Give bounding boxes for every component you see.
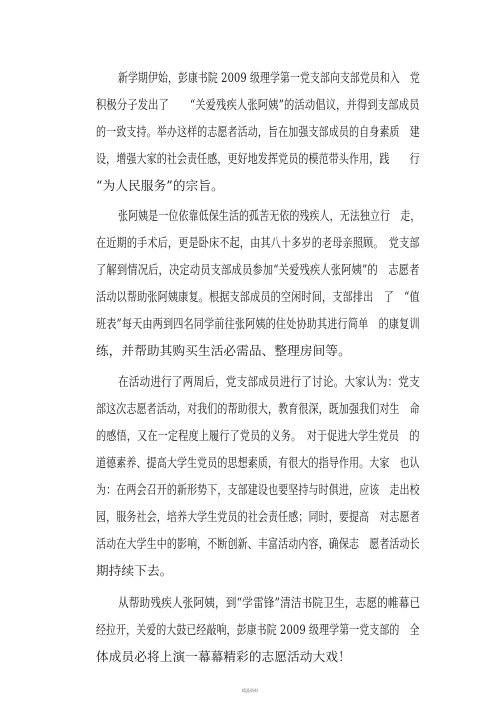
text-line: 在活动进行了两周后，党支部成员进行了讨论。大家认为：党支: [118, 374, 420, 389]
text-line: 经拉开，关爱的大鼓已经敲响，彭康书院 2009 级理学第一党支部的 全: [96, 622, 420, 637]
text-line: 活动在大学生中的影响，不断创新、丰富活动内容，确保志 愿者活动长: [96, 536, 420, 551]
text-line: 张阿姨是一位依靠低保生活的孤苦无依的残疾人，无法独立行 走，: [118, 208, 421, 223]
text-line: 期持续下去。: [96, 563, 173, 578]
text-line: 活动以帮助张阿姨康复。根据支部成员的空闲时间，支部排出 了 “值: [96, 289, 420, 304]
text-line: 积极分子发出了 “关爱残疾人张阿姨”的活动倡议，并得到支部成员: [96, 97, 420, 112]
text-line: 园，服务社会，培养大学生党员的社会责任感；同时，要提高 对志愿者: [96, 509, 420, 524]
text-line: 班表”每天由两到四名同学前往张阿姨的住处协助其进行简单 的康复训: [96, 316, 420, 331]
text-line: 设，增强大家的社会责任感，更好地发挥党员的模范带头作用，践 行: [96, 151, 420, 166]
text-line: “为人民服务”的宗旨。: [96, 178, 224, 193]
text-line: 练，并帮助其购买生活必需品、整理房间等。: [96, 343, 351, 358]
page-footer: 精品资料: [242, 688, 258, 693]
text-line: 体成员必将上演一幕幕精彩的志愿活动大戏！: [96, 649, 351, 664]
text-line: 道德素养、提高大学生党员的思想素质，有很大的指导作用。大家 也认: [96, 455, 420, 470]
text-line: 新学期伊始，彭康书院 2009 级理学第一党支部向支部党员和入 党: [118, 70, 420, 85]
text-line: 从帮助残疾人张阿姨，到“学雷锋”清洁书院卫生，志愿的帷幕已: [118, 595, 421, 610]
text-line: 在近期的手术后，更是卧床不起，由其八十多岁的老母亲照顾。 党支部: [96, 235, 420, 250]
text-line: 的一致支持。举办这样的志愿者活动，旨在加强支部成员的自身素质 建: [96, 124, 420, 139]
text-line: 了解到情况后，决定动员支部成员参加“关爱残疾人张阿姨”的 志愿者: [96, 262, 420, 277]
text-line: 的感悟，又在一定程度上履行了党员的义务。 对于促进大学生党员 的: [96, 428, 420, 443]
text-line: 部这次志愿者活动，对我们的帮助很大，教育很深，既加强我们对生 命: [96, 401, 420, 416]
text-line: 为：在两会召开的新形势下，支部建设也要坚持与时俱进，应该 走出校: [96, 482, 420, 497]
